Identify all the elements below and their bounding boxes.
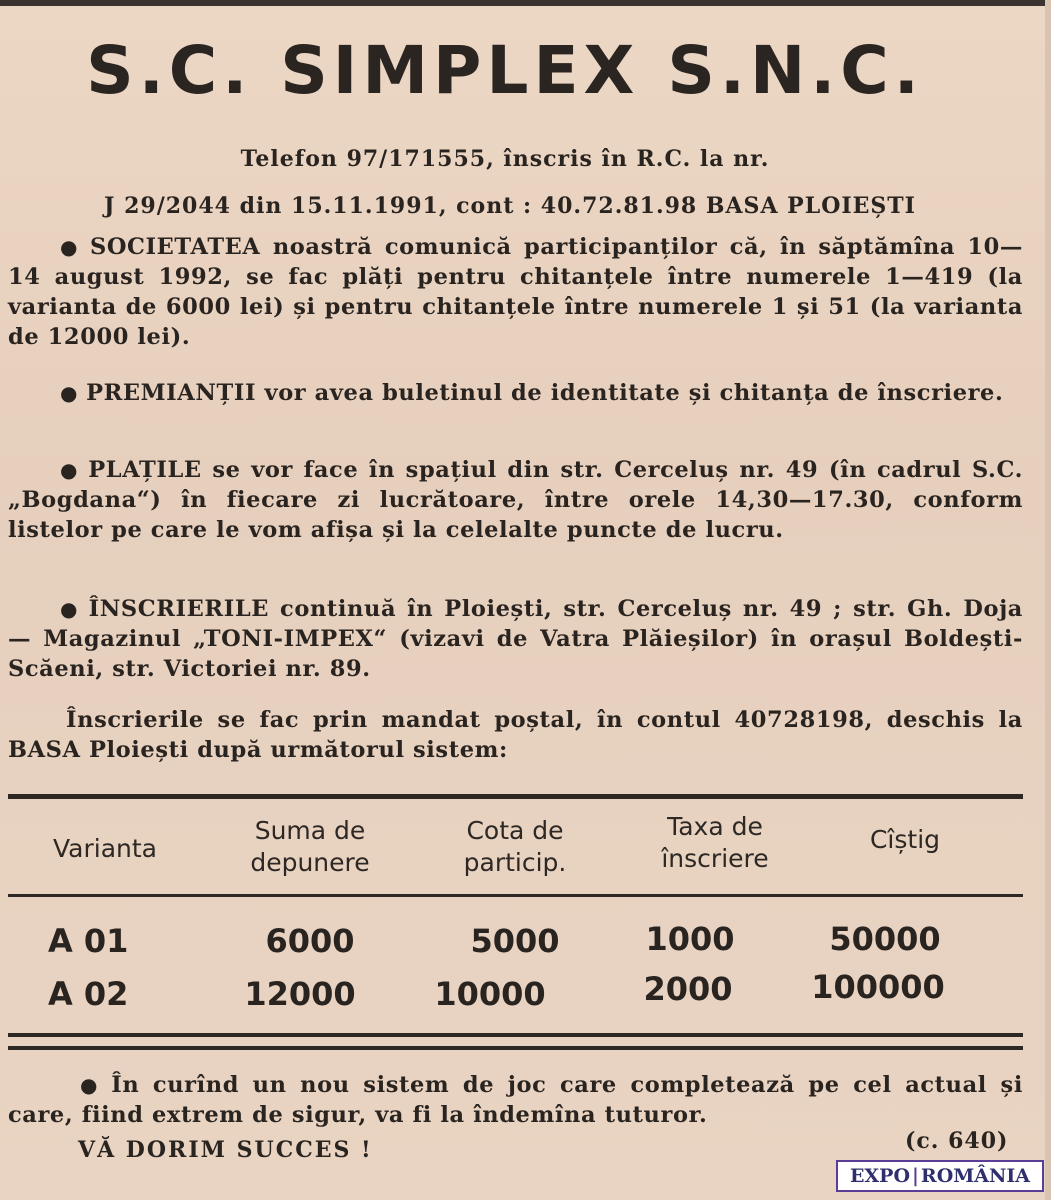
header-suma: Suma de depunere <box>250 816 370 877</box>
table-header-rule <box>8 894 1023 897</box>
paragraph-text: În curînd un nou sistem de joc care completează pe cel actual și care, fiind extrem de sigur, va fi la îndemîna tuturor. <box>8 1072 1023 1128</box>
bullet-icon: ● <box>60 458 81 482</box>
table-top-rule <box>8 794 1023 799</box>
top-border <box>0 0 1051 6</box>
company-title: S.C. SIMPLEX S.N.C. <box>86 32 924 109</box>
paragraph-societatea <box>8 232 1023 352</box>
paragraph-lead: PREMIANȚII <box>86 380 257 406</box>
logo-right-text: ROMÂNIA <box>920 1165 1031 1187</box>
paragraph-text: vor avea buletinul de identitate și chitanța de înscriere. <box>264 380 1004 406</box>
right-edge <box>1045 0 1051 1200</box>
bullet-icon: ● <box>60 381 79 405</box>
header-castig: Cîștig <box>869 825 941 854</box>
paragraph-text: se vor face în spațiul din str. Cerceluș nr. 49 (în cadrul S.C. „Bogdana“) în fiecare zi lucrătoare, între orele 14,30—17.30, conform listelor pe care le vom afișa și la celelalte puncte de lucru. <box>8 457 1023 543</box>
cell-taxa: 1000 <box>645 920 735 958</box>
bullet-icon: ● <box>80 1073 104 1097</box>
paragraph-platile <box>8 455 1023 545</box>
phone-registration-line: Telefon 97/171555, înscris în R.C. la nr. <box>240 146 770 172</box>
bullet-icon: ● <box>60 597 81 621</box>
cell-cota: 10000 <box>434 975 546 1013</box>
table-bottom-rule-double <box>8 1046 1023 1050</box>
cell-cota: 5000 <box>470 922 560 960</box>
cell-variant: A 02 <box>48 975 129 1013</box>
paragraph-lead: SOCIETATEA <box>89 234 261 260</box>
logo-separator: | <box>912 1165 919 1187</box>
cell-castig: 100000 <box>811 968 945 1006</box>
expo-romania-logo <box>836 1160 1044 1192</box>
paragraph-lead: PLAȚILE <box>88 457 202 483</box>
signoff: VĂ DORIM SUCCES ! <box>78 1137 373 1163</box>
paragraph-premiantii <box>8 378 1023 408</box>
paragraph-text: continuă în Ploiești, str. Cerceluș nr. 49 ; str. Gh. Doja — Magazinul „TONI-IMPEX“ (vizavi de Vatra Plăieșilor) în orașul Boldești-Scăeni, str. Victoriei nr. 89. <box>8 596 1023 682</box>
ad-code: (c. 640) <box>905 1128 1009 1154</box>
cell-castig: 50000 <box>829 920 941 958</box>
paragraph-closing <box>8 1070 1023 1130</box>
paragraph-intro: Înscrierile se fac prin mandat poștal, în contul 40728198, deschis la BASA Ploiești după următorul sistem: <box>8 707 1023 763</box>
paragraph-lead: ÎNSCRIERILE <box>88 596 270 622</box>
paragraph-inscrierile <box>8 594 1023 684</box>
header-varianta: Varianta <box>53 834 157 863</box>
bullet-icon: ● <box>60 235 82 259</box>
header-taxa: Taxa de înscriere <box>661 812 769 873</box>
cell-taxa: 2000 <box>643 970 733 1008</box>
cell-suma: 12000 <box>244 975 356 1013</box>
cell-variant: A 01 <box>48 922 129 960</box>
logo-left-text: EXPO <box>849 1165 910 1187</box>
registration-account-line: J 29/2044 din 15.11.1991, cont : 40.72.81.98 BASA PLOIEȘTI <box>104 193 916 219</box>
table-bottom-rule <box>8 1033 1023 1037</box>
paragraph-text: noastră comunică participanților că, în săptămîna 10—14 august 1992, se fac plăți pentru chitanțele între numerele 1—419 (la varianta de 6000 lei) și pentru chitanțele între numerele 1 și 51 (la varianta de 12000 lei). <box>8 234 1023 350</box>
header-cota: Cota de particip. <box>463 816 567 877</box>
cell-suma: 6000 <box>265 922 355 960</box>
